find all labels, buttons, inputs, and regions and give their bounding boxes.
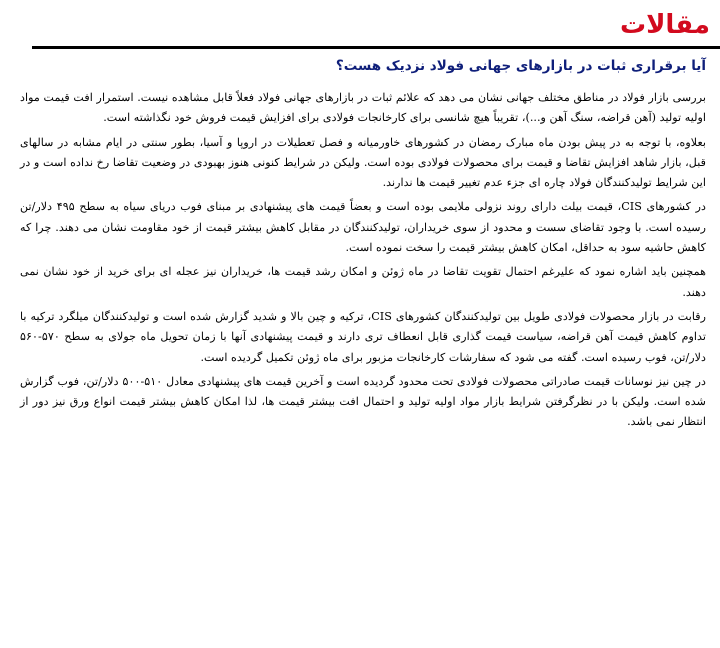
article-paragraph: رقابت در بازار محصولات فولادی طویل بین تولیدکنندگان کشورهای CIS، ترکیه و چین بالا و شدید گزارش شده است و تولیدکنندگان میلگرد ترکیه با تداوم کاهش قیمت آهن قراضه، سیاست قیمت گذاری قابل انعطاف تری دارند و قیمت پیشنهادی آنها با زمان تحویل ماه جولای به سطح ۵۷۰-۵۶۰ دلار/تن، فوب رسیده است. گفته می شود که سفارشات کارخانجات مزبور برای ماه ژوئن تکمیل گردیده است.	[20, 309, 706, 364]
article-paragraph: بعلاوه، با توجه به در پیش بودن ماه مبارک رمضان در کشورهای خاورمیانه و فصل تعطیلات در اروپا و آسیا، بطور سنتی در ایام مشابه در سالهای قبل، بازار شاهد افزایش تقاضا و قیمت برای محصولات فولادی بوده است. ولیکن در شرایط کنونی هنوز بهبودی در وضعیت تقاضا رخ نداده است و در این شرایط تولیدکنندگان فولاد چاره ای جزء عدم تغییر قیمت ها ندارند.	[20, 135, 706, 190]
article-paragraph: بررسی بازار فولاد در مناطق مختلف جهانی نشان می دهد که علائم ثبات در بازارهای جهانی فولاد فعلاً قابل مشاهده نیست. استمرار افت قیمت مواد اولیه تولید (آهن قراضه، سنگ آهن و...)، تقریباً هیچ شانسی برای کارخانجات فولادی برای افزایش قیمت فروش خود نگذاشته است.	[20, 91, 706, 125]
article-paragraph: در کشورهای CIS، قیمت بیلت دارای روند نزولی ملایمی بوده است و بعضاً قیمت های پیشنهادی بر مبنای فوب دریای سیاه به سطح ۴۹۵ دلار/تن رسیده است. با وجود تقاضای سست و محدود از سوی خریداران، تولیدکنندگان در مقابل کاهش بیشتر قیمت از خود مقاومت نشان می دهند. چرا که کاهش حاشیه سود به حداقل، امکان کاهش بیشتر قیمت را سخت نموده است.	[20, 200, 706, 255]
article-title: آیا برقراری ثبات در بازارهای جهانی فولاد نزدیک هست؟	[335, 58, 706, 74]
header-rule	[32, 46, 720, 49]
page-header	[0, 0, 720, 50]
section-label: مقالات	[619, 10, 710, 40]
article-paragraph: همچنین باید اشاره نمود که علیرغم احتمال تقویت تقاضا در ماه ژوئن و امکان رشد قیمت ها، خریداران نیز عجله ای برای خرید از خود نشان نمی دهند.	[20, 265, 706, 299]
article-body	[20, 88, 706, 437]
article-paragraph: در چین نیز نوسانات قیمت صادراتی محصولات فولادی تحت محدود گردیده است و آخرین قیمت های پیشنهادی معادل ۵۱۰-۵۰۰ دلار/تن، فوب گزارش شده است. ولیکن با در نظرگرفتن شرایط بازار مواد اولیه تولید و احتمال افت بیشتر قیمت ها، لذا امکان کاهش بیشتر قیمت انواع ورق نیز دور از انتظار نمی باشد.	[20, 374, 706, 429]
